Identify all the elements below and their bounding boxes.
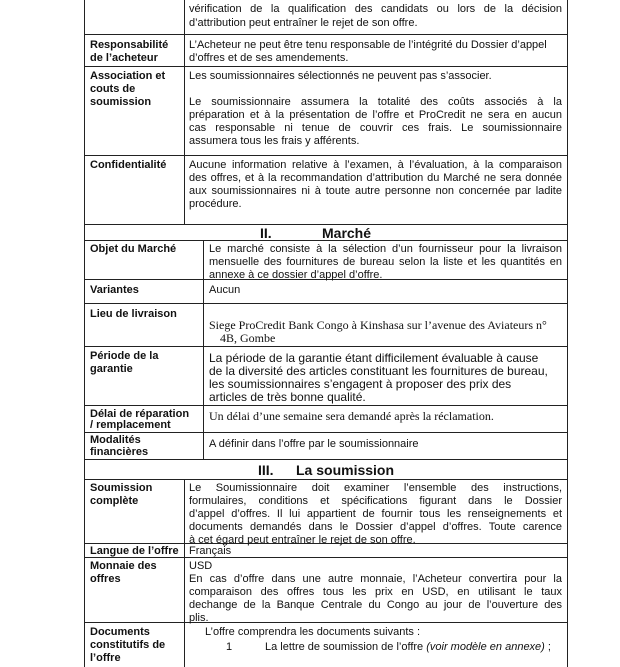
row-text: 4B, Gombe (220, 331, 276, 345)
intro-line: vérification de la qualification des candidats ou lors de la décision (189, 3, 562, 15)
row-label-variantes: Variantes (90, 284, 139, 296)
row-label-periode: Période de la (90, 350, 159, 362)
row-text: les soumissionnaires s’engagent à proposer des prix des (209, 377, 512, 391)
list-item-number: 1 (226, 641, 233, 653)
row-line (84, 346, 568, 347)
row-text: Les soumissionnaires sélectionnés ne peuvent pas s’associer. (189, 70, 492, 82)
row-text: documents demandés dans le Dossier d’appel d’offres. Toute carence (189, 521, 562, 533)
row-text: En cas d’offre dans une autre monnaie, l’Acheteur convertira pour la (189, 573, 562, 585)
row-text: articles de très bonne qualité. (209, 390, 366, 404)
row-label-modalites: financières (90, 446, 149, 458)
section-number: II. (260, 225, 272, 241)
row-text: Le marché consiste à la sélection d’un fournisseur pour la livraison (209, 243, 562, 255)
row-text: des offres, et à la recommandation d’attribution du Marché ne sera donnée (189, 172, 562, 184)
row-text: comparaison des offres tous les prix en USD, en utilisant le taux (189, 586, 562, 598)
row-label-objet: Objet du Marché (90, 243, 177, 255)
row-line (84, 155, 568, 156)
row-line (84, 479, 568, 480)
row-text: mensuelle des fournitures de bureau selon la liste et les quantités en (209, 256, 562, 268)
row-label-soumission: complète (90, 495, 139, 507)
row-line (84, 66, 568, 67)
row-text: Français (189, 545, 232, 557)
section-title: La soumission (296, 462, 395, 478)
row-label-modalites: Modalités (90, 434, 141, 446)
section-title: Marché (322, 225, 372, 241)
row-line (84, 34, 568, 35)
row-text: dechange de la Banque Centrale du Congo au jour de l’ouverture des (189, 599, 562, 611)
row-label-soumission: Soumission (90, 482, 153, 494)
row-line (84, 405, 568, 406)
row-text: à cet égard peut entraîner le rejet de son offre. (189, 534, 416, 546)
row-text: Le Soumissionnaire doit examiner l’ensemble des instructions, (189, 482, 562, 494)
row-text: assumera tous les frais y afférents. (189, 135, 360, 147)
row-line (84, 622, 568, 623)
row-label-confidentialite: Confidentialité (90, 159, 167, 171)
row-text: L’Acheteur ne peut être tenu responsable de l’intégrité du Dossier d’appel (189, 39, 547, 51)
row-line (84, 432, 568, 433)
row-text: Aucun (209, 284, 241, 296)
row-line (84, 459, 568, 460)
row-text: cas responsable ni tenue de couvrir ces frais. Le soumissionnaire (189, 122, 562, 134)
row-text: annexe à ce dossier d’appel d’offre. (209, 269, 383, 281)
table-border-right (567, 0, 568, 667)
row-text: préparation et à la présentation de l’offre et ProCredit ne sera en aucun (189, 109, 562, 121)
row-label-association: Association et (90, 70, 166, 82)
row-label-delai: / remplacement (90, 419, 171, 431)
row-text: de la diversité des articles constituant les fournitures de bureau, (209, 364, 548, 378)
row-label-association: soumission (90, 96, 152, 108)
row-text: d’offres et de ses amendements. (189, 52, 349, 64)
row-text: A définir dans l’offre par le soumissionnaire (209, 438, 419, 450)
list-item-note: (voir modèle en annexe) (426, 641, 545, 653)
row-text: Aucune information relative à l’examen, à l’évaluation, à la comparaison (189, 159, 562, 171)
row-text: aux soumissionnaires ni à toute autre personne non concernée par ladite (189, 185, 562, 197)
list-item-end: ; (544, 641, 551, 653)
row-text: L’offre comprendra les documents suivants : (205, 626, 421, 638)
column-divider (203, 240, 204, 459)
row-text: La période de la garantie étant difficilement évaluable à cause (209, 351, 539, 365)
row-text: procédure. (189, 198, 242, 210)
intro-line: d’attribution peut entraîner le rejet de son offre. (189, 17, 418, 29)
row-label-delai: Délai de réparation (90, 408, 190, 420)
list-item-text: La lettre de soumission de l’offre (265, 641, 427, 653)
row-label-lieu: Lieu de livraison (90, 308, 177, 320)
row-label-documents: Documents (90, 626, 150, 638)
row-text: Un délai d’une semaine sera demandé après la réclamation. (209, 409, 494, 423)
row-text: formulaires, conditions et spécifications figurant dans le Dossier (189, 495, 562, 507)
column-divider (184, 479, 185, 667)
table-border-left (84, 0, 85, 667)
row-label-monnaie: Monnaie des (90, 560, 157, 572)
row-label-periode: garantie (90, 363, 133, 375)
currency-value: USD (189, 560, 213, 572)
row-label-association: couts de (90, 83, 136, 95)
row-text: Le soumissionnaire assumera la totalité des coûts associés à la (189, 96, 562, 108)
row-line (84, 303, 568, 304)
row-label-monnaie: offres (90, 573, 121, 585)
section-number: III. (258, 462, 274, 478)
row-label-documents: constitutifs de (90, 639, 166, 651)
row-text: plis. (189, 612, 209, 624)
row-label-responsabilite: Responsabilité (90, 39, 169, 51)
row-text: Siege ProCredit Bank Congo à Kinshasa sur l’avenue des Aviateurs n° (209, 318, 547, 332)
list-item (265, 641, 551, 654)
row-label-documents: l’offre (90, 652, 121, 664)
row-text: d’appel d’offres. Il lui appartient de fournir tous les renseignements et (189, 508, 562, 520)
row-label-responsabilite: de l’acheteur (90, 52, 158, 64)
row-label-langue: Langue de l’offre (90, 545, 179, 557)
